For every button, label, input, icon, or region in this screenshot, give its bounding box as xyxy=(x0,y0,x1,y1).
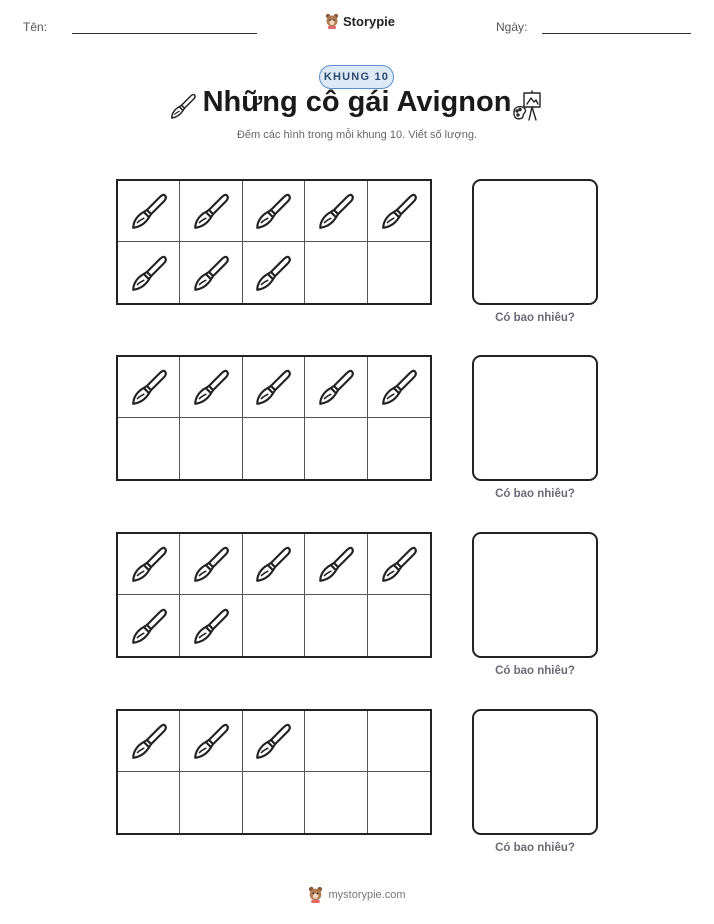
frame-cell xyxy=(305,242,367,303)
frame-cell xyxy=(243,181,305,242)
frame-cell xyxy=(243,242,305,303)
frame-cell xyxy=(118,595,180,656)
ten-frame-3 xyxy=(116,532,432,658)
easel-palette-icon xyxy=(512,90,546,122)
frame-cell xyxy=(368,534,430,595)
frame-cell xyxy=(118,772,180,833)
brand-name: Storypie xyxy=(343,13,396,29)
frame-cell xyxy=(180,418,242,479)
frame-cell xyxy=(243,534,305,595)
paintbrush-icon xyxy=(252,252,294,294)
answer-box-1[interactable] xyxy=(472,179,598,305)
date-line[interactable] xyxy=(542,33,691,34)
frame-cell xyxy=(118,181,180,242)
bear-icon xyxy=(308,886,323,903)
paintbrush-icon xyxy=(378,366,420,408)
paintbrush-icon xyxy=(190,605,232,647)
name-line[interactable] xyxy=(72,33,257,34)
paintbrush-icon xyxy=(190,190,232,232)
frame-cell xyxy=(118,418,180,479)
paintbrush-icon xyxy=(378,543,420,585)
frame-cell xyxy=(305,418,367,479)
paintbrush-icon xyxy=(252,720,294,762)
frame-cell xyxy=(180,595,242,656)
paintbrush-icon xyxy=(190,366,232,408)
frame-cell xyxy=(305,772,367,833)
paintbrush-icon xyxy=(128,543,170,585)
frame-cell xyxy=(118,357,180,418)
frame-cell xyxy=(368,711,430,772)
frame-cell xyxy=(180,242,242,303)
paintbrush-icon xyxy=(128,252,170,294)
frame-cell xyxy=(368,772,430,833)
paintbrush-icon xyxy=(190,543,232,585)
page-title: Những cô gái Avignon xyxy=(202,86,512,118)
ten-frame-1 xyxy=(116,179,432,305)
paintbrush-icon xyxy=(315,190,357,232)
paintbrush-icon xyxy=(315,366,357,408)
frame-cell xyxy=(305,711,367,772)
frame-cell xyxy=(243,357,305,418)
frame-cell xyxy=(118,534,180,595)
footer xyxy=(0,886,714,903)
paintbrush-icon xyxy=(315,543,357,585)
frame-cell xyxy=(368,357,430,418)
count-question: Có bao nhiêu? xyxy=(495,312,575,324)
frame-cell xyxy=(305,534,367,595)
frame-cell xyxy=(243,418,305,479)
ten-frame-2 xyxy=(116,355,432,481)
frame-cell xyxy=(118,242,180,303)
frame-cell xyxy=(368,595,430,656)
frame-cell xyxy=(305,357,367,418)
paintbrush-icon xyxy=(128,366,170,408)
frame-cell xyxy=(305,181,367,242)
worksheet-type-badge: KHUNG 10 xyxy=(319,65,394,89)
name-label: Tên: xyxy=(23,20,48,34)
paintbrush-icon xyxy=(252,190,294,232)
storypie-logo xyxy=(325,13,395,29)
count-question: Có bao nhiêu? xyxy=(495,842,575,854)
paintbrush-icon xyxy=(128,720,170,762)
answer-box-4[interactable] xyxy=(472,709,598,835)
frame-cell xyxy=(368,242,430,303)
date-label: Ngày: xyxy=(496,20,528,34)
frame-cell xyxy=(243,595,305,656)
paintbrush-icon xyxy=(252,543,294,585)
frame-cell xyxy=(180,181,242,242)
frame-cell xyxy=(180,357,242,418)
frame-cell xyxy=(118,711,180,772)
paintbrush-icon xyxy=(190,720,232,762)
answer-box-2[interactable] xyxy=(472,355,598,481)
paintbrush-icon xyxy=(252,366,294,408)
paintbrush-icon xyxy=(128,190,170,232)
instructions: Đếm các hình trong mỗi khung 10. Viết số lượng. xyxy=(236,129,477,141)
frame-cell xyxy=(305,595,367,656)
paintbrush-icon xyxy=(378,190,420,232)
ten-frame-4 xyxy=(116,709,432,835)
frame-cell xyxy=(180,711,242,772)
answer-box-3[interactable] xyxy=(472,532,598,658)
frame-cell xyxy=(180,534,242,595)
paintbrush-icon xyxy=(128,605,170,647)
count-question: Có bao nhiêu? xyxy=(495,488,575,500)
frame-cell xyxy=(368,181,430,242)
footer-url[interactable]: mystorypie.com xyxy=(328,888,406,901)
frame-cell xyxy=(368,418,430,479)
bear-icon xyxy=(325,13,339,29)
count-question: Có bao nhiêu? xyxy=(495,665,575,677)
frame-cell xyxy=(243,711,305,772)
paintbrush-icon xyxy=(190,252,232,294)
frame-cell xyxy=(243,772,305,833)
frame-cell xyxy=(180,772,242,833)
